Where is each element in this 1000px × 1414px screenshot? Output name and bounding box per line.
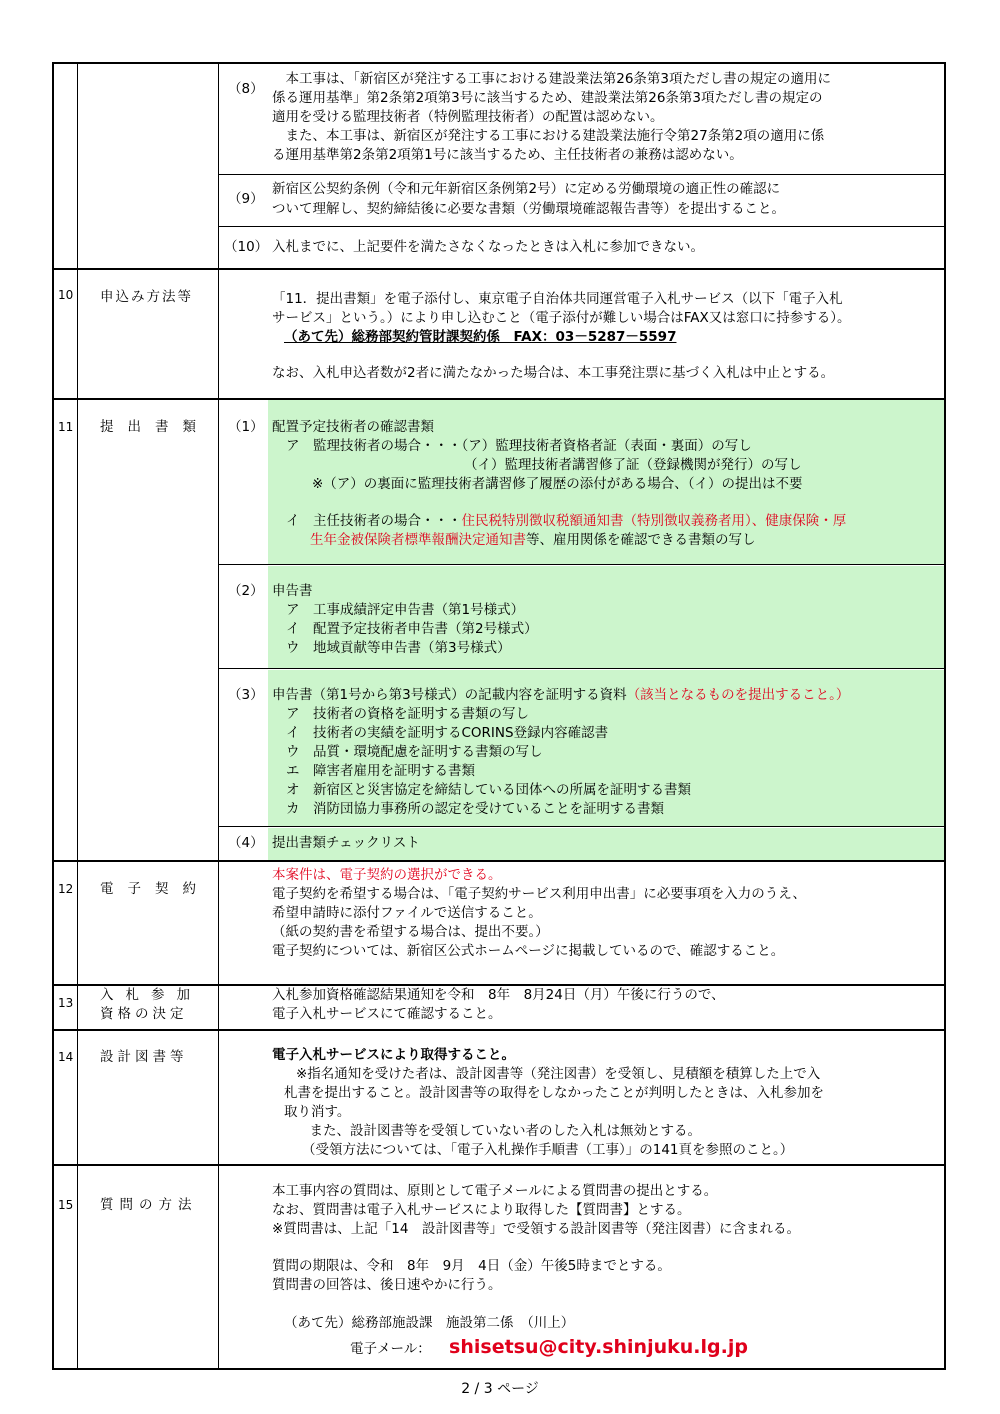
row-15-number: 15 bbox=[58, 1198, 74, 1212]
item-9-line-2: ついて理解し、契約締結後に必要な書類（労働環境確認報告書等）を提出すること。 bbox=[272, 201, 785, 217]
row-15-line-4: 質問の期限は、令和 8年 9月 4日（金）午後5時までとする。 bbox=[272, 1258, 671, 1274]
s11-1-number: （1） bbox=[228, 419, 264, 435]
s11-2-title: 申告書 bbox=[272, 583, 313, 599]
s11-3-item-2: イ 技術者の実績を証明するCORINS登録内容確認書 bbox=[286, 725, 609, 741]
row-14-number: 14 bbox=[58, 1050, 74, 1064]
s11-1-i-prefix: イ 主任技術者の場合・・・ bbox=[286, 513, 462, 529]
row-12-line-1: 電子契約を希望する場合は、「電子契約サービス利用申出書」に必要事項を入力のうえ、 bbox=[272, 886, 807, 902]
row-14-line-2: 札書を提出すること。設計図書等の取得をしなかったことが判明したときは、入札参加を bbox=[284, 1085, 824, 1101]
s11-4-title: 提出書類チェックリスト bbox=[272, 835, 420, 851]
s11-1-a2: （イ）監理技術者講習修了証（登録機関が発行）の写し bbox=[464, 457, 802, 473]
s11-2-item-2: イ 配置予定技術者申告書（第2号様式） bbox=[286, 621, 538, 637]
s11-3-item-6: カ 消防団協力事務所の認定を受けていることを証明する書類 bbox=[286, 801, 664, 817]
item-8-line-5: る運用基準第2条第2項第1号に該当するため、主任技術者の兼務は認めない。 bbox=[272, 147, 743, 163]
s11-2-item-3: ウ 地域貢献等申告書（第3号様式） bbox=[286, 640, 511, 656]
item-9-number: （9） bbox=[228, 191, 264, 207]
item-8-line-4: また、本工事は、新宿区が発注する工事における建設業法施行令第27条第2項の適用に係 bbox=[272, 128, 825, 144]
s11-1-a: ア 監理技術者の場合・・・（ア）監理技術者資格者証（表面・裏面）の写し bbox=[286, 438, 752, 454]
row-15-line-3: ※質問書は、上記「14 設計図書等」で受領する設計図書等（発注図書）に含まれる。 bbox=[272, 1221, 800, 1237]
row-15-line-2: なお、質問書は電子入札サービスにより取得した【質問書】とする。 bbox=[272, 1202, 691, 1218]
row-14-heading: 設計図書等 bbox=[100, 1049, 188, 1065]
row-12-red: 本案件は、電子契約の選択ができる。 bbox=[272, 867, 502, 883]
row-13-heading-2: 資格の決定 bbox=[100, 1006, 188, 1022]
s11-3-title bbox=[272, 686, 849, 705]
item-10-line-1: 入札までに、上記要件を満たさなくなったときは入札に参加できない。 bbox=[272, 239, 704, 255]
row-12-line-2: 希望申請時に添付ファイルで送信すること。 bbox=[272, 905, 542, 921]
row-12-line-3: （紙の契約書を希望する場合は、提出不要。） bbox=[272, 924, 549, 940]
row-14-line-1: ※指名通知を受けた者は、設計図書等（発注図書）を受領し、見積額を積算した上で入 bbox=[296, 1066, 821, 1082]
document-page bbox=[52, 62, 946, 1370]
row-14-line-3: 取り消す。 bbox=[284, 1104, 351, 1120]
s11-3-item-4: エ 障害者雇用を証明する書類 bbox=[286, 763, 475, 779]
s11-3-item-1: ア 技術者の資格を証明する書類の写し bbox=[286, 706, 529, 722]
email-label: 電子メール： bbox=[350, 1341, 431, 1357]
s11-1-a3: ※（ア）の裏面に監理技術者講習修了履歴の添付がある場合、（イ）の提出は不要 bbox=[312, 476, 803, 492]
row-10-line-2: サービス」という。）により申し込むこと（電子添付が難しい場合はFAX又は窓口に持参する）。 bbox=[272, 310, 851, 326]
s11-3-item-5: オ 新宿区と災害協定を締結している団体への所属を証明する書類 bbox=[286, 782, 691, 798]
row-10-note: なお、入札申込者数が2者に満たなかった場合は、本工事発注票に基づく入札は中止とする。 bbox=[272, 365, 835, 381]
s11-1-i2-red: 生年金被保険者標準報酬決定通知書 bbox=[310, 532, 526, 548]
row-13-line-1: 入札参加資格確認結果通知を令和 8年 8月24日（月）午後に行うので、 bbox=[272, 987, 725, 1003]
s11-1-i2 bbox=[310, 531, 756, 550]
row-15-heading: 質問の方法 bbox=[100, 1197, 198, 1213]
item-8-line-2: 係る運用基準」第2条第2項第3号に該当するため、建設業法第26条第3項ただし書の規定の bbox=[272, 90, 823, 106]
s11-1-title: 配置予定技術者の確認書類 bbox=[272, 419, 434, 435]
row-12-line-4: 電子契約については、新宿区公式ホームページに掲載しているので、確認すること。 bbox=[272, 943, 785, 959]
row-11-heading: 提出書類 bbox=[100, 419, 210, 435]
s11-2-item-1: ア 工事成績評定申告書（第1号様式） bbox=[286, 602, 525, 618]
s11-4-number: （4） bbox=[228, 835, 264, 851]
s11-2-number: （2） bbox=[228, 583, 264, 599]
row-15-contact: （あて先）総務部施設課 施設第二係 （川上） bbox=[284, 1315, 575, 1331]
row-13-number: 13 bbox=[58, 996, 74, 1010]
item-10-number: （10） bbox=[224, 239, 269, 255]
s11-3-number: （3） bbox=[228, 687, 264, 703]
row-14-line-5: （受領方法については、「電子入札操作手順書（工事）」の141頁を参照のこと。） bbox=[302, 1142, 794, 1158]
s11-3-title-red: （該当となるものを提出すること。） bbox=[626, 687, 850, 703]
s11-1-i bbox=[286, 512, 846, 531]
row-14-line-4: また、設計図書等を受領していない者のした入札は無効とする。 bbox=[296, 1123, 701, 1139]
s11-3-item-3: ウ 品質・環境配慮を証明する書類の写し bbox=[286, 744, 543, 760]
row-14-bold: 電子入札サービスにより取得すること。 bbox=[272, 1047, 515, 1063]
row-10-number: 10 bbox=[58, 288, 74, 302]
row-13-heading-1: 入札参加 bbox=[100, 987, 202, 1003]
row-11-number: 11 bbox=[58, 420, 74, 434]
item-8-number: （8） bbox=[228, 81, 264, 97]
row-10-line-1: 「11．提出書類」を電子添付し、東京電子自治体共同運営電子入札サービス（以下「電子入札 bbox=[272, 291, 843, 307]
s11-1-i2-rest: 等、雇用関係を確認できる書類の写し bbox=[526, 532, 756, 548]
row-15-email-line bbox=[350, 1338, 748, 1359]
email-address: shisetsu@city.shinjuku.lg.jp bbox=[449, 1336, 748, 1358]
item-8-line-1: 本工事は、「新宿区が発注する工事における建設業法第26条第3項ただし書の規定の適用に bbox=[272, 71, 832, 87]
row-15-line-1: 本工事内容の質問は、原則として電子メールによる質問書の提出とする。 bbox=[272, 1183, 718, 1199]
row-15-line-5: 質問書の回答は、後日速やかに行う。 bbox=[272, 1277, 502, 1293]
row-10-address: （あて先）総務部契約管財課契約係 FAX：03－5287－5597 bbox=[284, 329, 677, 345]
row-12-heading: 電子契約 bbox=[100, 881, 210, 897]
s11-3-title-text: 申告書（第1号から第3号様式）の記載内容を証明する資料 bbox=[272, 687, 627, 703]
s11-1-i-red: 住民税特別徴収税額通知書（特別徴収義務者用）、健康保険・厚 bbox=[461, 513, 847, 529]
page-footer: 2 / 3 ページ bbox=[461, 1381, 539, 1397]
item-9-line-1: 新宿区公契約条例（令和元年新宿区条例第2号）に定める労働環境の適正性の確認に bbox=[272, 181, 781, 197]
row-10-heading: 申込み方法等 bbox=[100, 289, 193, 305]
item-8-line-3: 適用を受ける監理技術者（特例監理技術者）の配置は認めない。 bbox=[272, 109, 664, 125]
row-12-number: 12 bbox=[58, 882, 74, 896]
row-13-line-2: 電子入札サービスにて確認すること。 bbox=[272, 1006, 502, 1022]
